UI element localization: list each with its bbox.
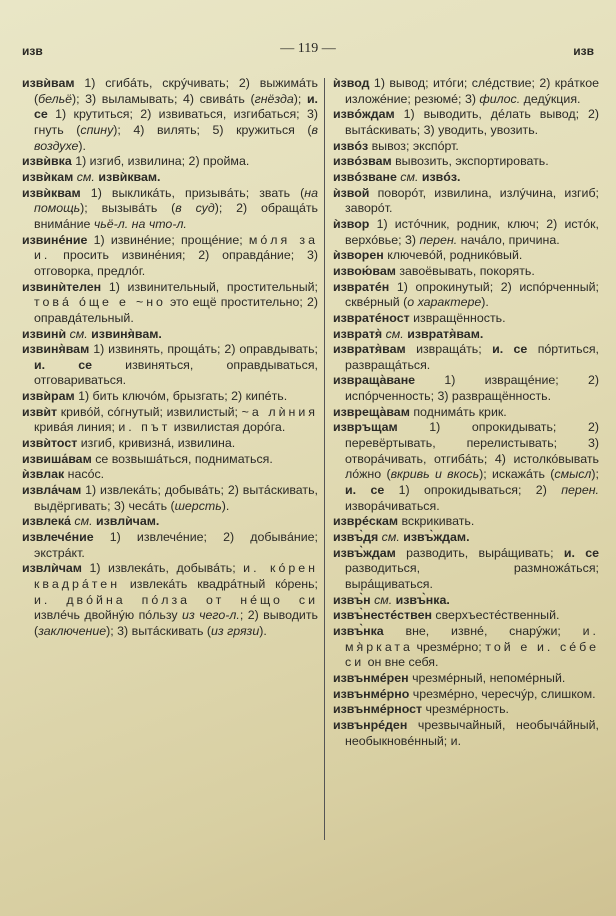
- definition-text: 1) выкликáть, призывáть; звать (: [90, 185, 305, 200]
- definition-text: 1) опрокидывать; 2) перевёртывать, перелистывать; 3) отворáчивать, отгибáть; 4) истолкóвывать лóжно (: [345, 420, 599, 482]
- headword: извънмéрност: [333, 702, 423, 717]
- definition-text: извиняться, оправдываться, отговариваться.: [34, 357, 318, 388]
- dictionary-entry: [22, 76, 318, 154]
- definition-text: начáло, причина.: [457, 232, 560, 247]
- example-phrase: и. кóрен квадрáтен: [34, 561, 318, 591]
- headword: извѝквам: [22, 185, 81, 200]
- headword: извръщам: [333, 420, 398, 435]
- dictionary-entry: [333, 671, 599, 687]
- italic-label: бельё: [38, 91, 72, 106]
- definition-text: вывозить, экспортировать.: [395, 154, 549, 169]
- example-phrase: той е и. сéбе си: [345, 639, 599, 670]
- definition-text: извилистая дорóга.: [170, 420, 286, 435]
- dictionary-entry: [22, 233, 318, 280]
- dictionary-entry: [22, 436, 318, 452]
- headword: извънрéден: [333, 717, 408, 732]
- definition-text: просить извинéния; 2) оправдáние; 3) отговорка, предлóг.: [34, 248, 318, 278]
- bold-phrase: извиня̀вам.: [91, 326, 162, 341]
- definition-text: 1) истóчник, родник, ключ; 2) истóк, верхóвье; 3): [345, 216, 599, 247]
- page-number: — 119 —: [280, 41, 336, 56]
- italic-label: вкривь и вкось: [390, 467, 480, 482]
- dictionary-entry: [333, 264, 599, 280]
- definition-text: вне, извнé, снарýжи;: [405, 623, 583, 638]
- italic-label: из грязи: [210, 623, 260, 638]
- dictionary-entry: [22, 389, 318, 405]
- definition-text: ); вызывáть (: [80, 201, 176, 216]
- definition-text: ).: [221, 498, 230, 513]
- definition-text: ключевóй, родникóвый.: [387, 248, 523, 263]
- example-phrase: ~а лѝния: [241, 404, 318, 419]
- definition-text: вывоз; экспóрт.: [371, 138, 459, 153]
- definition-text: 1) опрокинутый; 2) испóрченный; сквéрный (: [345, 279, 599, 310]
- definition-text: ); 3) выламывать; 4) свивáть (: [72, 91, 255, 106]
- dictionary-entry: [333, 311, 599, 327]
- italic-label: см.: [385, 326, 404, 341]
- headword: извъ̀ждам: [333, 545, 396, 560]
- headword: извою́вам: [333, 263, 396, 278]
- italic-label: перен.: [561, 483, 599, 498]
- bold-phrase: извъ̀нка.: [395, 592, 450, 607]
- definition-text: );: [591, 467, 599, 482]
- headword: извъ̀дя: [333, 530, 379, 545]
- definition-text: );: [293, 91, 307, 106]
- definition-text: 1) изгиб, извилина; 2) пройма.: [75, 154, 250, 169]
- example-phrase: и. път: [118, 420, 171, 435]
- definition-text: ); 3) вытáскивать (: [106, 623, 211, 638]
- definition-text: ).: [481, 295, 489, 310]
- dictionary-entry: [22, 342, 318, 389]
- definition-text: чрезвычайный, необычáйный, необыкновéнный; и.: [345, 717, 599, 748]
- bold-phrase: извратя̀вам.: [407, 326, 484, 341]
- dictionary-entry: [333, 420, 599, 514]
- dictionary-entry: [22, 154, 318, 170]
- dictionary-entry: [333, 405, 599, 421]
- headword: ѝзвод: [333, 76, 370, 90]
- dictionary-entry: [333, 608, 599, 624]
- definition-text: 1) вывод; итóги; слéдствие; 2) крáткое изложéние; резюмé; 3): [345, 76, 599, 106]
- bold-phrase: извѝквам.: [98, 169, 161, 184]
- definition-text: 1) сгибáть, скрýчивать; 2) выжимáть (: [34, 76, 318, 106]
- dictionary-entry: [333, 327, 599, 343]
- definition-text: завоёвывать, покорять.: [399, 263, 535, 278]
- headword: изврéскам: [333, 514, 399, 529]
- definition-text: он вне себя.: [364, 655, 439, 670]
- definition-text: 1) извинительный, простительный;: [108, 279, 318, 294]
- dictionary-entry: [22, 170, 318, 186]
- definition-text: извлекáть квадрáтный кóрень;: [120, 577, 318, 591]
- bold-phrase: и. се: [563, 545, 599, 560]
- dictionary-entry: [333, 280, 599, 311]
- dictionary-entry: [22, 530, 318, 561]
- dictionary-entry: [333, 342, 599, 373]
- dictionary-entry: [22, 327, 318, 343]
- definition-text: пóртиться, развращáться.: [345, 342, 599, 372]
- dictionary-entry: [333, 624, 599, 671]
- definition-text: ); 2) обращáть внимáние: [34, 201, 318, 231]
- dictionary-entry: [333, 373, 599, 404]
- italic-label: см.: [74, 514, 93, 529]
- definition-text: дедýкция.: [520, 91, 581, 106]
- definition-text: это ещё простительно; 2) оправдáтельный.: [34, 295, 318, 325]
- headword: извинѝтелен: [22, 279, 102, 294]
- definition-text: 1) извлекáть; добывáть; 2) вытáскивать, выдёргивать; 3) чесáть (: [34, 483, 318, 513]
- headword: извла́чам: [22, 483, 82, 498]
- bold-phrase: и. се: [34, 357, 93, 372]
- italic-label: чьё-л. на что-л.: [93, 216, 187, 231]
- italic-label: см.: [69, 326, 88, 341]
- definition-text: вскрикивать.: [401, 514, 475, 529]
- headword: извóждам: [333, 107, 395, 122]
- definition-text: изгиб, кривизнá, извилина.: [80, 436, 236, 451]
- italic-label: в суд: [175, 201, 215, 216]
- definition-text: чрезмéрный, непомéрный.: [412, 670, 566, 685]
- headword: извъ̀нка: [333, 623, 384, 638]
- definition-text: ); искажáть (: [479, 467, 555, 482]
- definition-text: поднимáть крик.: [413, 404, 507, 419]
- headword: ѝзворен: [333, 248, 384, 263]
- italic-label: гнёзда: [254, 91, 294, 106]
- headword: извѝкам: [22, 169, 74, 184]
- headword: извиня̀вам: [22, 342, 90, 357]
- italic-label: смысл: [554, 467, 592, 482]
- headword: ѝзвор: [333, 216, 370, 231]
- headword: извратéност: [333, 310, 410, 325]
- definition-text: ).: [259, 623, 267, 638]
- definition-text: се возвышáться, подниматься.: [95, 451, 273, 466]
- italic-label: в воздухе: [34, 122, 318, 153]
- italic-label: см.: [76, 169, 95, 184]
- example-phrase: и. мя̀рката: [345, 623, 599, 654]
- italic-label: из чего-л.: [182, 608, 240, 623]
- dictionary-entry: [333, 170, 599, 186]
- italic-label: см.: [374, 592, 393, 607]
- running-head-right: изв: [573, 44, 594, 58]
- headword: извóз: [333, 138, 369, 153]
- headword: извлечéние: [22, 530, 94, 545]
- definition-text: извлéчь двойнýю пóльзу: [34, 608, 183, 623]
- dictionary-entry: [333, 593, 599, 609]
- headword: извъ̀нестéствен: [333, 608, 432, 623]
- dictionary-entry: [333, 76, 599, 107]
- headword: извлека́: [22, 514, 71, 529]
- italic-label: заключение: [38, 623, 107, 638]
- headword: извѝт: [22, 404, 58, 419]
- definition-text: чрезмéрность.: [425, 702, 509, 717]
- definition-text: 1) выводить, дéлать вывод; 2) вытáскивать; 3) уводить, увозить.: [345, 107, 599, 137]
- bold-phrase: извлѝчам.: [95, 514, 160, 529]
- dictionary-entry: [333, 702, 599, 718]
- dictionary-entry: [333, 107, 599, 138]
- definition-text: кривóй, сóгнутый; извилистый;: [60, 404, 242, 419]
- definition-text: поворóт, извилина, излýчина, изгиб; заворóт.: [345, 185, 599, 216]
- definition-text: разводить, вырáщивать;: [406, 545, 564, 560]
- bold-phrase: извóз.: [421, 169, 461, 184]
- definition-text: ); 4) вилять; 5) кружиться (: [113, 122, 312, 137]
- dictionary-entry: [22, 561, 318, 639]
- dictionary-entry: [22, 186, 318, 233]
- definition-text: 1) извлекáть, добывáть;: [89, 561, 244, 576]
- definition-text: насóс.: [67, 467, 105, 482]
- definition-text: извращáть;: [416, 342, 493, 357]
- italic-label: о характере: [407, 295, 482, 310]
- column-divider: [324, 78, 325, 840]
- definition-text: 1) крутиться; 2) извиваться, изгибаться; 3) гнуть (: [34, 107, 318, 137]
- dictionary-entry: [333, 530, 599, 546]
- bold-phrase: и. се: [492, 342, 528, 357]
- definition-text: разводиться, размножáться; вырáщиваться.: [345, 561, 599, 591]
- dictionary-entry: [333, 514, 599, 530]
- dictionary-entry: [333, 687, 599, 703]
- headword: извóзвам: [333, 154, 392, 169]
- headword: ѝзвлак: [22, 467, 65, 482]
- dictionary-entry: [333, 154, 599, 170]
- italic-label: см.: [400, 169, 419, 184]
- definition-text: ; 2) выводить (: [34, 608, 318, 638]
- headword: извъ̀н: [333, 592, 371, 607]
- italic-label: филос.: [479, 91, 521, 106]
- dictionary-entry: [22, 483, 318, 514]
- dictionary-entry: [333, 217, 599, 248]
- dictionary-entry: [22, 405, 318, 436]
- headword: извратя̀: [333, 326, 383, 341]
- right-column: [333, 76, 599, 749]
- definition-text: 1) бить ключóм, брызгать; 2) кипéть.: [78, 389, 288, 404]
- dictionary-entry: [333, 718, 599, 749]
- definition-text: чрезмéрно;: [412, 639, 486, 654]
- definition-text: 1) извинять, прощáть; 2) оправдывать;: [93, 342, 318, 357]
- dictionary-entry: [22, 514, 318, 530]
- definition-text: 1) извлечéние; 2) добывáние; экстрáкт.: [34, 530, 318, 560]
- italic-label: на помощь: [34, 185, 318, 216]
- running-head-left: изв: [22, 44, 43, 58]
- headword: извратя̀вам: [333, 342, 406, 357]
- dictionary-entry: [22, 452, 318, 468]
- headword: извѝрам: [22, 389, 75, 404]
- example-phrase: товá óще е ~но: [34, 295, 166, 310]
- headword: извреща̀вам: [333, 404, 410, 419]
- dictionary-entry: [333, 139, 599, 155]
- definition-text: 1) опрокидываться; 2): [384, 483, 562, 498]
- definition-text: 1) извращéние; 2) испóрченность; 3) развращённость.: [345, 373, 599, 404]
- definition-text: 1) извинéние; прощéние;: [93, 232, 249, 247]
- bold-phrase: извъ̀ждам.: [403, 530, 470, 545]
- dictionary-entry: [333, 186, 599, 217]
- headword: извѝтост: [22, 436, 78, 451]
- dictionary-entry: [22, 280, 318, 327]
- definition-text: кривáя линия;: [34, 420, 119, 435]
- headword: извратéн: [333, 279, 390, 294]
- italic-label: спину: [80, 122, 114, 137]
- headword: извиша́вам: [22, 451, 92, 466]
- headword: извѝвам: [22, 76, 75, 90]
- italic-label: перен.: [419, 232, 458, 247]
- definition-text: сверхъестéственный.: [435, 608, 560, 623]
- bold-phrase: и. се: [345, 483, 385, 498]
- definition-text: извращённость.: [413, 310, 506, 325]
- headword: извинѝ: [22, 326, 67, 341]
- headword: извѝвка: [22, 154, 72, 169]
- italic-label: шерсть: [174, 498, 222, 513]
- headword: извънмéрен: [333, 670, 409, 685]
- headword: извънмéрно: [333, 686, 410, 701]
- definition-text: ).: [78, 138, 86, 153]
- headword: ѝзвой: [333, 185, 370, 200]
- headword: извинéние: [22, 232, 88, 247]
- italic-label: см.: [381, 530, 400, 545]
- definition-text: изворáчиваться.: [345, 498, 440, 513]
- definition-text: чрезмéрно, чересчýр, слишком.: [412, 686, 596, 701]
- dictionary-entry: [333, 546, 599, 593]
- left-column: [22, 76, 318, 640]
- example-phrase: мóля за и.: [34, 232, 318, 263]
- headword: извраща̀ване: [333, 373, 416, 388]
- dictionary-entry: [22, 467, 318, 483]
- headword: извóзване: [333, 169, 397, 184]
- example-phrase: и. двóйна пóлза от нéщо си: [34, 592, 318, 607]
- dictionary-entry: [333, 248, 599, 264]
- bold-phrase: и. се: [34, 91, 318, 122]
- headword: извлѝчам: [22, 561, 82, 576]
